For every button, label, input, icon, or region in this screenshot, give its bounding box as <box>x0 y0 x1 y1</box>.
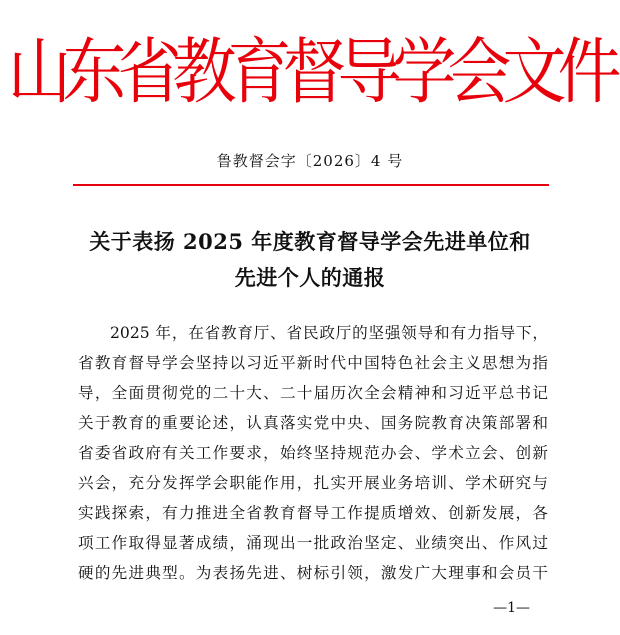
body-line: 硬的先进典型。为表扬先进、树标引领，激发广大理事和会员干 <box>78 564 548 582</box>
notice-title-line-1: 关于表扬 2025 年度教育督导学会先进单位和 <box>89 229 531 254</box>
body-line: 2025 年，在省教育厅、省民政厅的坚强领导和有力指导下， <box>110 324 548 342</box>
document-number: 鲁教督会字〔2026〕4 号 <box>216 152 404 170</box>
page-number: —1— <box>493 600 530 616</box>
body-paragraph <box>78 318 548 588</box>
document-masthead: 山东省教育督导学会文件 <box>7 31 613 115</box>
body-line: 省教育督导学会坚持以习近平新时代中国特色社会主义思想为指 <box>78 354 548 372</box>
notice-title-line-2: 先进个人的通报 <box>234 265 386 290</box>
red-divider-line <box>73 184 549 186</box>
body-line: 兴会，充分发挥学会职能作用，扎实开展业务培训、学术研究与 <box>78 474 548 492</box>
body-line: 实践探索，有力推进全省教育督导工作提质增效、创新发展，各 <box>78 504 548 522</box>
body-line: 项工作取得显著成绩，涌现出一批政治坚定、业绩突出、作风过 <box>78 534 548 552</box>
body-line: 导，全面贯彻党的二十大、二十届历次全会精神和习近平总书记 <box>78 384 548 402</box>
body-line: 关于教育的重要论述，认真落实党中央、国务院教育决策部署和 <box>78 414 548 432</box>
body-line: 省委省政府有关工作要求，始终坚持规范办会、学术立会、创新 <box>78 444 548 462</box>
notice-title <box>40 224 580 296</box>
